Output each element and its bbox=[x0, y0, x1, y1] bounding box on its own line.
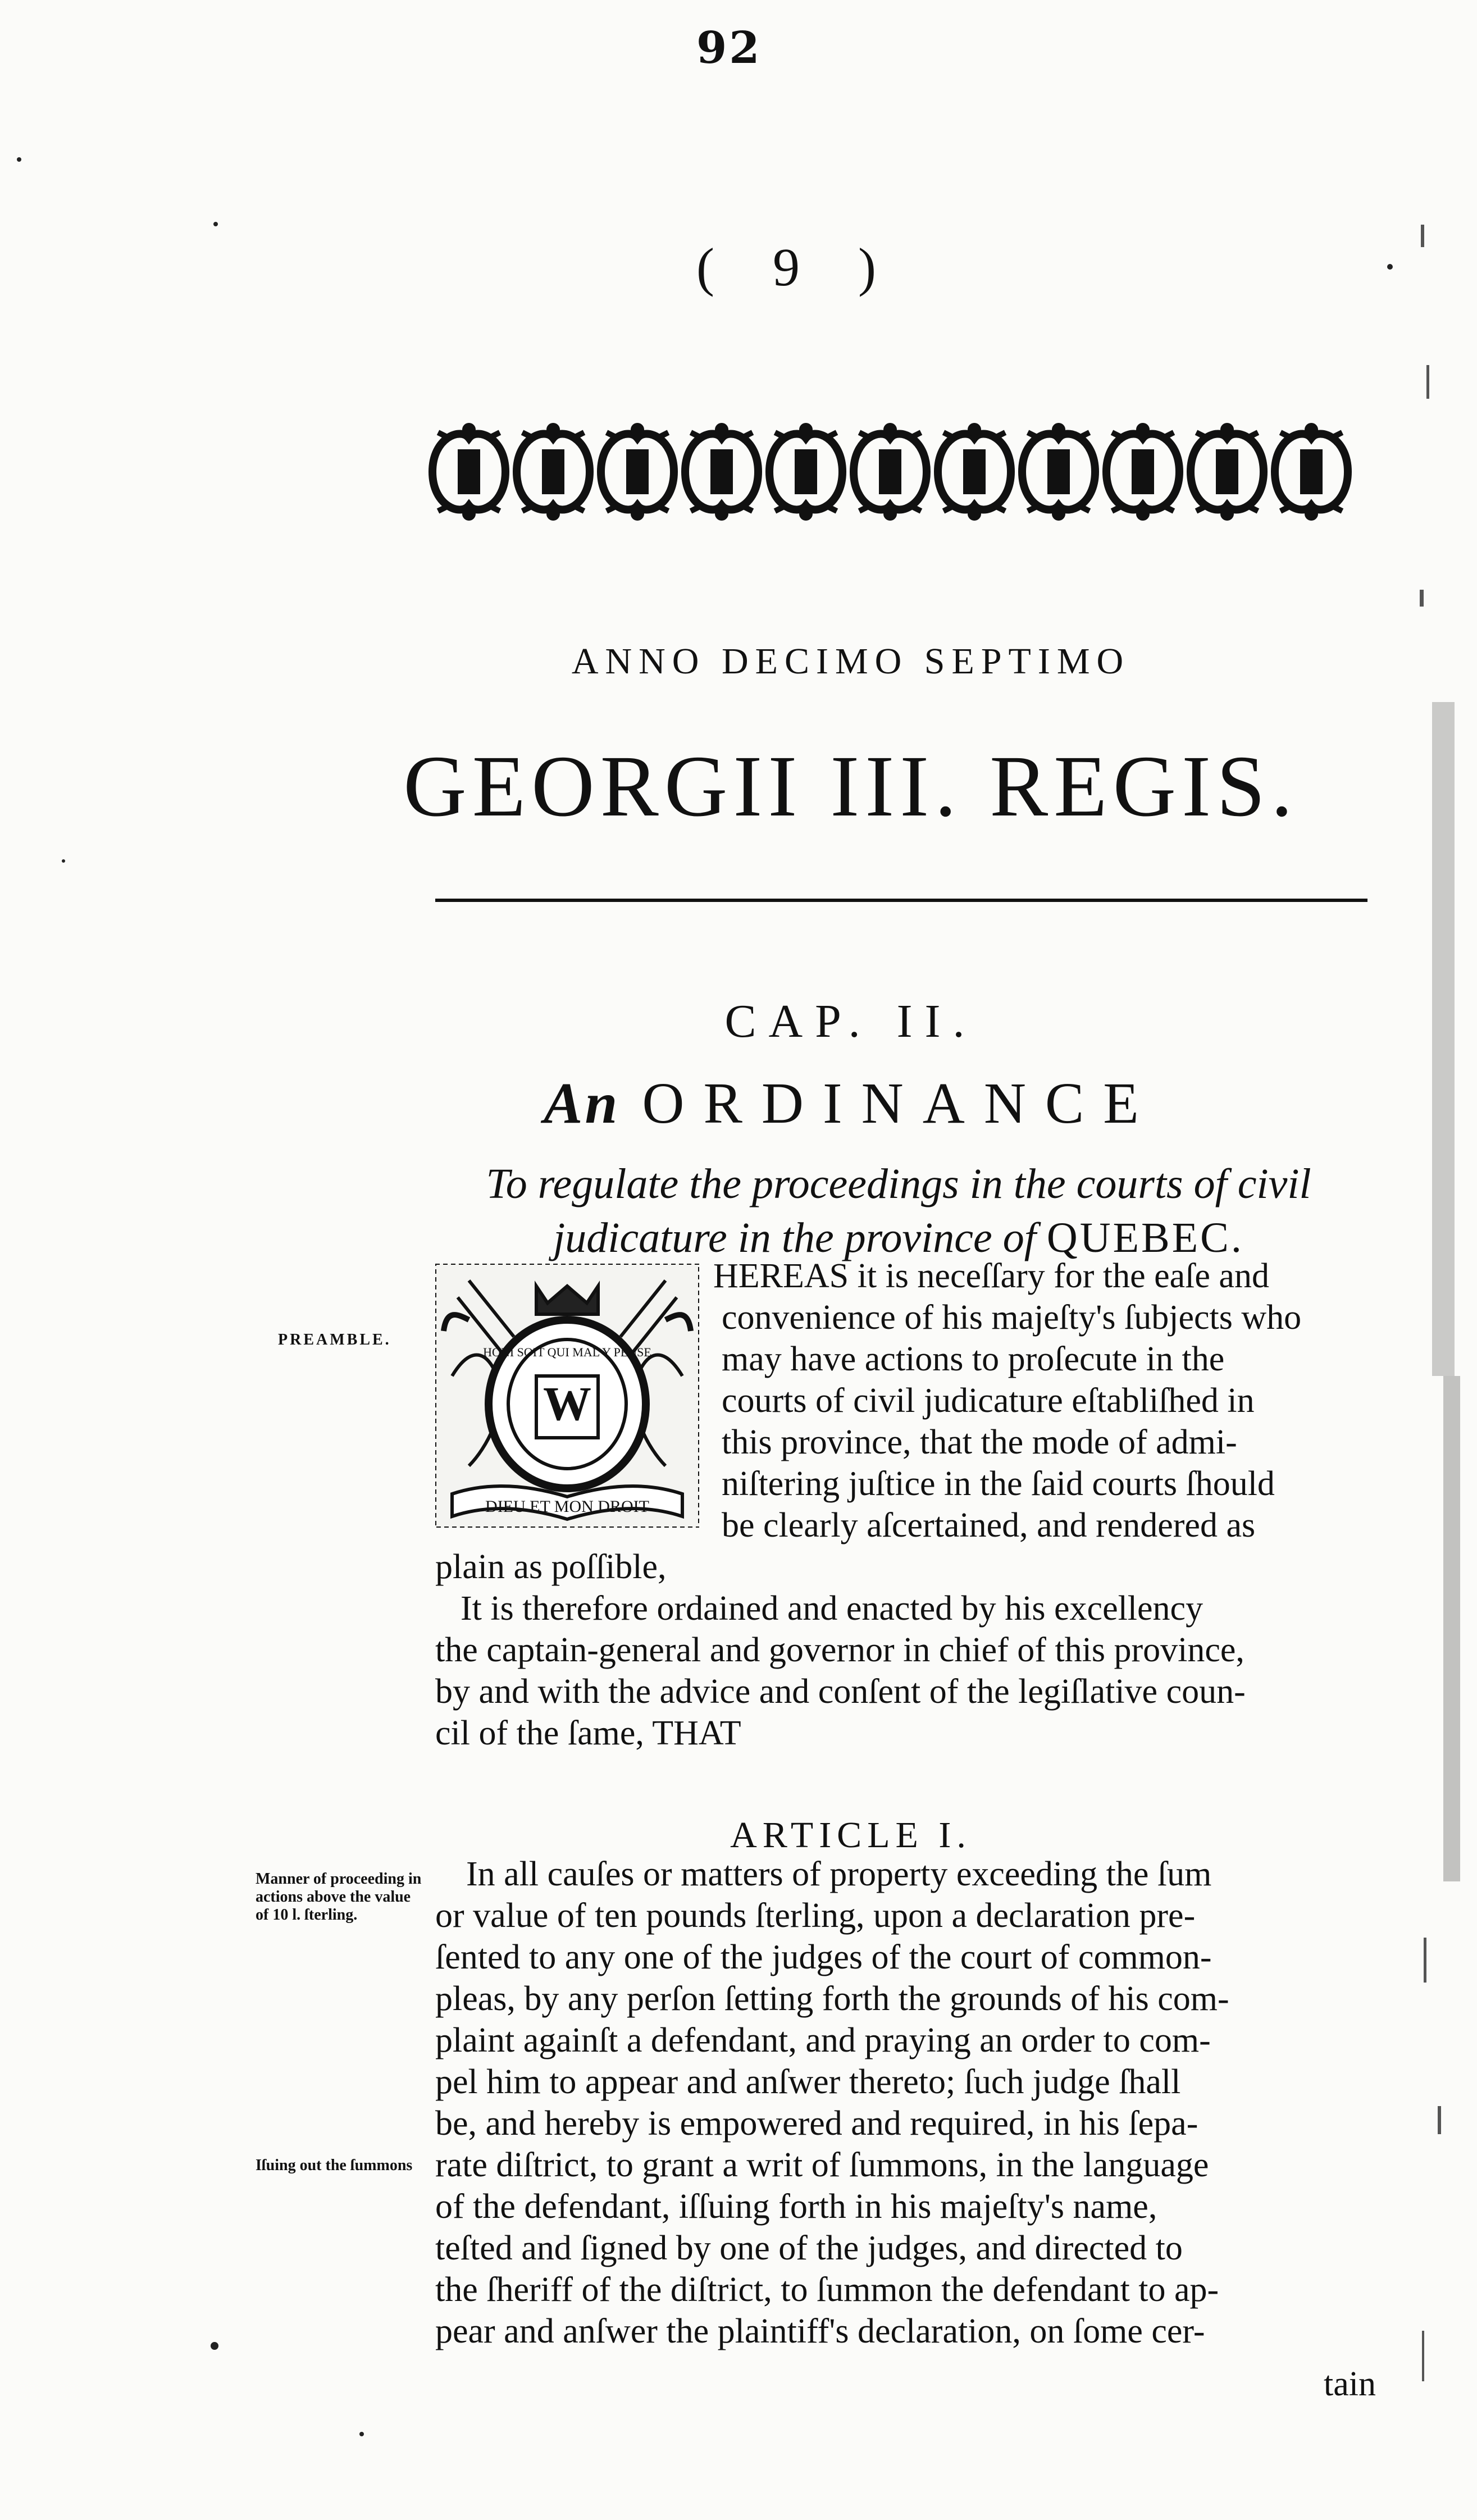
garter-motto: HONI SOIT QUI MAL Y PENSE bbox=[483, 1345, 651, 1359]
preamble-line: may have actions to proſecute in the bbox=[722, 1340, 1225, 1378]
scan-speck bbox=[1387, 264, 1393, 270]
preamble-line: HEREAS it is neceſſary for the eaſe and bbox=[713, 1257, 1269, 1295]
article-line: be, and hereby is empowered and required, in his ſepa- bbox=[435, 2104, 1198, 2143]
arms-motto: DIEU ET MON DROIT bbox=[485, 1497, 649, 1516]
preamble-line: plain as poſſible, bbox=[435, 1548, 667, 1586]
preamble-line: niſtering juſtice in the ſaid courts ſhould bbox=[722, 1465, 1275, 1503]
article-line: pleas, by any perſon ſetting forth the grounds of his com- bbox=[435, 1980, 1229, 2018]
regnal-year-line: ANNO DECIMO SEPTIMO bbox=[571, 641, 1130, 682]
reign-title: GEORGII III. REGIS. bbox=[403, 737, 1298, 835]
ordinance-word: ORDINANCE bbox=[642, 1071, 1158, 1136]
enacting-line: the captain-general and governor in chief of this province, bbox=[435, 1631, 1244, 1669]
catchword: tain bbox=[1324, 2365, 1376, 2403]
ordinance-heading bbox=[0, 1070, 1477, 1137]
scan-speck bbox=[359, 2432, 364, 2436]
article-line: pel him to appear and anſwer thereto; ſuch judge ſhall bbox=[435, 2063, 1181, 2101]
margin-note-manner: Manner of proceeding in actions above the value of 10 l. ſterling. bbox=[256, 1870, 422, 1924]
scan-speck bbox=[62, 859, 65, 863]
article-line: ſented to any one of the judges of the court of common- bbox=[435, 1938, 1212, 1976]
enacting-line: cil of the ſame, THAT bbox=[435, 1714, 741, 1752]
ordinance-subtitle bbox=[404, 1157, 1393, 1265]
article-line: of the defendant, iſſuing forth in his majeſty's name, bbox=[435, 2188, 1157, 2226]
article-line: or value of ten pounds ſterling, upon a declaration pre- bbox=[435, 1897, 1196, 1935]
margin-note-summons: Iſuing out the ſummons bbox=[256, 2157, 413, 2174]
article-line: teſted and ſigned by one of the judges, and directed to bbox=[435, 2229, 1183, 2267]
article-line: the ſheriff of the diſtrict, to ſummon the defendant to ap- bbox=[435, 2271, 1219, 2309]
scan-speck bbox=[213, 222, 218, 226]
chapter-number: CAP. II. bbox=[724, 995, 977, 1047]
page-edge-noise bbox=[1415, 84, 1477, 2499]
article-heading: ARTICLE I. bbox=[730, 1815, 972, 1856]
subtitle-line-1: To regulate the proceedings in the courts of civil bbox=[486, 1160, 1311, 1207]
enacting-line: by and with the advice and conſent of the legiſlative coun- bbox=[435, 1673, 1246, 1711]
preamble-line: convenience of his majeſty's ſubjects who bbox=[722, 1298, 1302, 1337]
preamble-line: be clearly aſcertained, and rendered as bbox=[722, 1506, 1256, 1544]
ordinance-article-word: An bbox=[544, 1071, 620, 1136]
folio-number: 92 bbox=[696, 22, 762, 74]
page-number: ( 9 ) bbox=[696, 237, 899, 297]
title-rule bbox=[435, 899, 1367, 902]
article-line: In all cauſes or matters of property exceeding the ſum bbox=[466, 1855, 1212, 1893]
preamble-line: courts of civil judicature eſtabliſhed in bbox=[722, 1382, 1255, 1420]
royal-arms-initial bbox=[435, 1264, 699, 1528]
scan-speck bbox=[17, 157, 21, 162]
preamble-line: this province, that the mode of admi- bbox=[722, 1423, 1237, 1461]
article-line: pear and anſwer the plaintiff's declaration, on ſome cer- bbox=[435, 2312, 1205, 2350]
ornament-band bbox=[427, 416, 1382, 528]
enacting-line: It is therefore ordained and enacted by his excellency bbox=[461, 1589, 1204, 1628]
article-line: plaint againſt a defendant, and praying an order to com- bbox=[435, 2021, 1211, 2059]
margin-note-preamble: PREAMBLE. bbox=[278, 1331, 391, 1348]
scan-speck bbox=[211, 2342, 218, 2350]
subtitle-place: QUEBEC. bbox=[1046, 1214, 1244, 1261]
initial-letter: W bbox=[543, 1377, 591, 1430]
article-line: rate diſtrict, to grant a writ of ſummons, in the language bbox=[435, 2146, 1209, 2184]
subtitle-line-2: judicature in the province of bbox=[553, 1214, 1036, 1261]
